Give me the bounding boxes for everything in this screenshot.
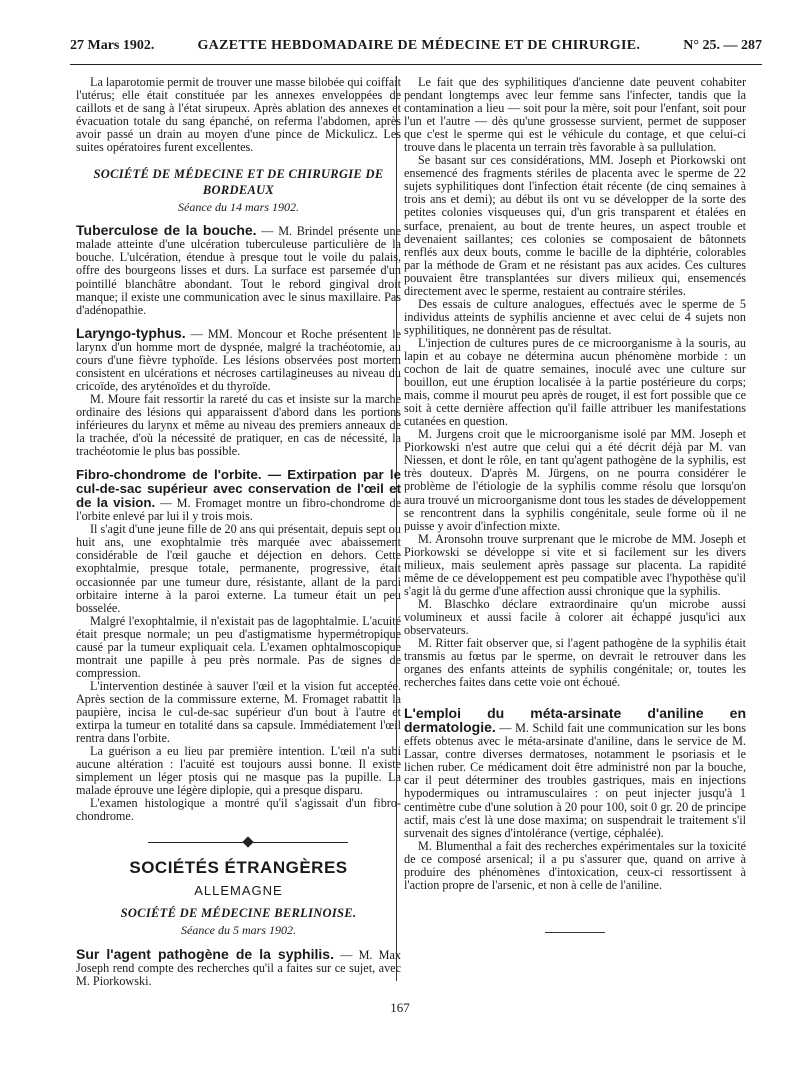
blumenthal-paragraph: M. Blumenthal a fait des recherches expérimentales sur la toxicité de ce composé arsenical; il a pu s'assurer que, quand on arrive à produire des phénomènes d'intoxication, ceux-ci ressortissent à l'action propre de l'arsenic, et non à celle de l'aniline. xyxy=(404,838,746,892)
laryngo-title: Laryngo-typhus. xyxy=(76,324,186,341)
aronsohn-paragraph: M. Aronsohn trouve surprenant que le microbe de MM. Joseph et Piorkowski se développe si vite et si facilement sur les divers milieux, mais seulement après passage sur placenta. La rapidité même de ce développement est peu compatible avec l'hypothèse qu'il s'agit là du germe d'une affection aussi chronique que la syphilis. xyxy=(404,531,746,598)
societes-etrangeres-heading: SOCIÉTÉS ÉTRANGÈRES xyxy=(129,858,348,878)
allemagne-heading: ALLEMAGNE xyxy=(194,883,283,899)
right-column xyxy=(404,76,746,933)
page-number: 167 xyxy=(390,1000,410,1015)
syphilis-paragraph-4: L'injection de cultures pures de ce microorganisme à la souris, au lapin et au cobaye ne détermina aucun phénomène morbide : un cochon de lait de quatre semaines, inoculé avec une culture sur bouillon, eut une éruption localisée à la partie postérieure du corps; mais, comme il mourut peu après de rouget, il est fort possible que ce soit à cette dernière affection qu'il faille attribuer les manifestations cutanées en question. xyxy=(404,335,746,429)
ornament-diamond-icon xyxy=(242,837,253,848)
fibro-paragraph-6: L'examen histologique a montré qu'il s'agissait d'un fibro-chondrome. xyxy=(76,796,401,824)
fibro-block xyxy=(76,468,401,523)
jurgens-paragraph: M. Jurgens croit que le microorganisme isolé par MM. Joseph et Piorkowski n'est autre que celui qui a été décrit déjà par M. van Niessen, et dont le rôle, en tant qu'agent pathogène de la syphilis, est très douteux. D'après M. Jürgens, on ne pourra considérer le problème de l'étiologie de la syphilis comme résolu que lorsqu'on aura trouvé un microorganisme dont tous les stades de développement se rencontrent dans la syphilis congénitale, seule forme où il ne puisse y avoir d'infection mixte. xyxy=(404,427,746,533)
laryngo-text: — MM. Moncour et Roche présentent le larynx d'un homme mort de dyspnée, malgré la trachéotomie, au cours d'une fièvre typhoïde. Les lésions observées post mortem consistent en ulcérations et nécroses cartilagineuses au niveau du cricoïde, des aryténoïdes et du thyroïde. xyxy=(76,326,402,393)
running-head xyxy=(70,38,762,60)
tuberculose-block xyxy=(76,224,401,316)
laryngo-block xyxy=(76,324,402,393)
intro-paragraph: La laparotomie permit de trouver une masse bilobée qui coiffait l'utérus; elle était constituée par les annexes enveloppées de caillots et de sang à l'état sirupeux. Après ablation des annexes et évacuation totale du sang épanché, on referma l'abdomen, après avoir passé un drain au moyen d'une pince de Mickulicz. Les suites opératoires furent excellentes. xyxy=(76,75,401,155)
fibro-paragraph-4: L'intervention destinée à sauver l'œil et la vision fut acceptée. Après section de la commissure externe, M. Fromaget rabattit la paupière, incisa le cul-de-sac supérieur d'un bout à l'autre et extirpa la tumeur en totalité dans sa capsule. Immédiatement l'œil rentra dans l'orbite. xyxy=(76,678,401,746)
header-rule xyxy=(70,64,762,65)
fibro-paragraph-5: La guérison a eu lieu par première intention. L'œil n'a subi aucune altération : l'acuité est toujours aussi bonne. Il existe simplement un léger ptosis qui ne masque pas la pupille. La malade éprouve une légère diplopie, qui a presque disparu. xyxy=(76,744,401,798)
seance-bordeaux-date: Séance du 14 mars 1902. xyxy=(178,200,299,215)
society-bordeaux-heading: SOCIÉTÉ DE MÉDECINE ET DE CHIRURGIE DE BORDEAUX xyxy=(93,167,384,198)
fibro-paragraph-3: Malgré l'exophtalmie, il n'existait pas de lagophtalmie. L'acuité était presque normale; un peu d'astigmatisme hypermétropique causé par la tumeur expliquait cela. L'examen ophtalmoscopique montrait une papille à peu près normale. Pas de signes de compression. xyxy=(76,613,401,680)
society-berlin-heading: SOCIÉTÉ DE MÉDECINE BERLINOISE. xyxy=(120,906,357,921)
issue-date: 27 Mars 1902. xyxy=(70,38,155,53)
arsinate-text: — M. Schild fait une communication sur les bons effets obtenus avec le méta-arsinate d'aniline, dans le service de M. Lassar, contre diverses dermatoses, notamment le psoriasis et le lichen ruber. Ce médicament doit être administré non par la bouche, car il peut déterminer des troubles gastriques, mais en injections hypodermiques ou intramusculaires : on peut injecter jusqu'à 1 centimètre cube d'une solution à 20 pour 100, soit 0 gr. 20 de principe actif, mais c'est là une dose maxima; on suspendrait le traitement s'il survenait des signes d'intolérance (vertige, céphalée). xyxy=(404,721,747,840)
moure-paragraph: M. Moure fait ressortir la rareté du cas et insiste sur la marche ordinaire des lésions qui apparaissent d'abord dans les portions inférieures du larynx et même au niveau des premiers anneaux de la trachée, d'où la nécessité de pratiquer, en cas de nécessité, la trachéotomie le plus bas possible. xyxy=(76,391,401,459)
arsinate-block xyxy=(404,707,746,839)
issue-page: N° 25. — 287 xyxy=(683,38,762,53)
syphilis-title: Sur l'agent pathogène de la syphilis. xyxy=(76,945,334,962)
fibro-title: Fibro-chondrome de l'orbite. — Extirpation par le cul-de-sac supérieur avec conservation de l'œil et de la vision. xyxy=(76,467,401,511)
arsinate-title: L'emploi du méta-arsinate d'aniline en dermatologie. xyxy=(404,705,746,736)
left-column xyxy=(76,76,401,988)
journal-title: GAZETTE HEBDOMADAIRE DE MÉDECINE ET DE CHIRURGIE. xyxy=(197,38,641,53)
blaschko-paragraph: M. Blaschko déclare extraordinaire qu'un microbe aussi volumineux et aussi facile à colorer ait échappé jusqu'ici aux observateurs. xyxy=(404,596,746,637)
seance-berlin-date: Séance du 5 mars 1902. xyxy=(181,923,296,938)
tuberculose-text: — M. Brindel présente une malade atteinte d'une ulcération tuberculeuse particulière de la bouche. L'ulcération, étendue à presque tout le voile du palais, offre des bourgeons lisses et durs. La surface est parsemée d'un pointillé blanchâtre abondant. Tout le rebord gingival droit manque; il existe une communication avec le sinus maxillaire. Pas d'adénopathie. xyxy=(76,224,401,317)
ritter-paragraph: M. Ritter fait observer que, si l'agent pathogène de la syphilis était transmis au fœtus par le sperme, on devrait le retrouver dans les organes des enfants atteints de syphilis congénitale; or, toutes les recherches faites dans cette voie ont échoué. xyxy=(404,636,746,690)
syphilis-paragraph-1: Le fait que des syphilitiques d'ancienne date peuvent cohabiter pendant longtemps avec leur femme sans l'infecter, tandis que la contamination a lieu — soit pour la mère, soit pour l'enfant, soit pour l'un et l'autre — dès qu'une grossesse survient, permet de supposer que c'est le sperme qui est le véhicule du contage, et que celui-ci trouve dans le placenta un terrain très favorable à sa pullulation. xyxy=(404,75,746,155)
syphilis-paragraph-2: Se basant sur ces considérations, MM. Joseph et Piorkowski ont ensemencé des fragments stériles de placenta avec le sperme de 22 sujets syphilitiques dont l'infection était récente (de cinq semaines à trois ans et demi); au début ils ont vu se développer de la sorte des petites colonies visqueuses qui, d'un gris transparent et étalées en surface, prenaient, au bout de trente heures, un aspect trouble et devenaient saillantes; ces colonies se composaient de bâtonnets renflés aux deux bouts, comme le bacille de la diphtérie, colorables par la méthode de Gram et ne résistant pas aux acides. Ces cultures pouvaient être transplantées sur divers milieux qui, ensemencés directement avec le sperme, restaient au contraire stériles. xyxy=(404,153,746,298)
syphilis-block xyxy=(76,945,402,988)
fibro-text: — M. Fromaget montre un fibro-chondrome de l'orbite enlevé par lui il y trois mois. xyxy=(76,496,401,524)
section-ornament xyxy=(76,837,401,849)
syphilis-paragraph-3: Des essais de culture analogues, effectués avec le sperme de 5 individus atteints de syphilis ancienne et avec celui de 4 sujets non syphilitiques, ne donnèrent pas de résultat. xyxy=(404,296,746,337)
fibro-paragraph-2: Il s'agit d'une jeune fille de 20 ans qui présentait, depuis sept ou huit ans, une exophtalmie très marquée avec abaissement considérable de l'œil gauche et déjection en dehors. Cette exophtalmie, presque totale, permanente, progressive, était occasionnée par une tumeur dure, résistante, allant de la paroi orbitaire interne à la paroi externe. La tumeur était un peu bosselée. xyxy=(76,522,401,615)
syphilis-text: — M. Max Joseph rend compte des recherches qu'il a faites sur ce sujet, avec M. Piorkowski. xyxy=(76,947,402,988)
end-rule xyxy=(545,932,605,933)
tuberculose-title: Tuberculose de la bouche. xyxy=(76,222,257,239)
